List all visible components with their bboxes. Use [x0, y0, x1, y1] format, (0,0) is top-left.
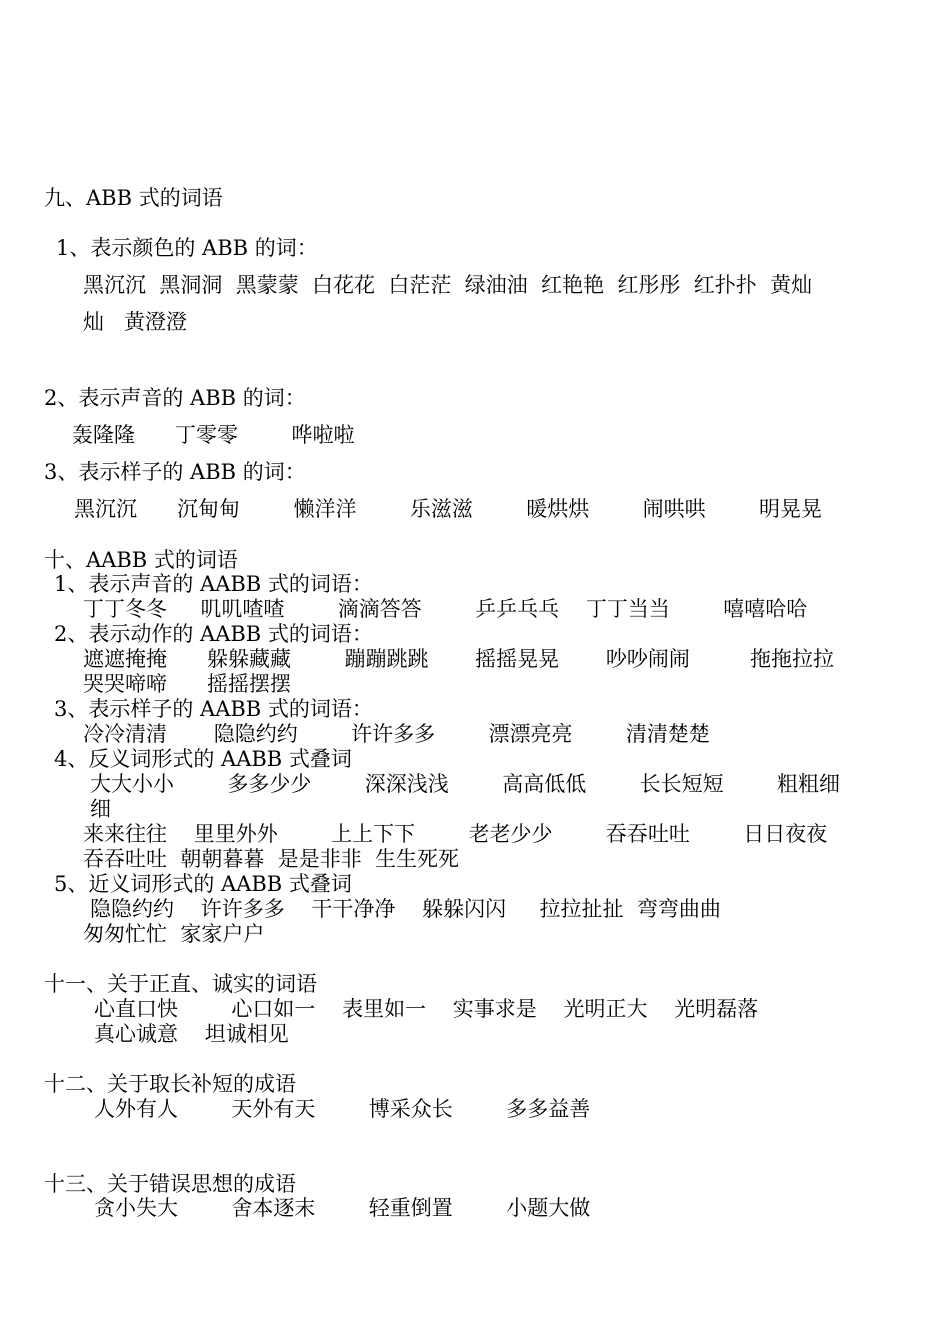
- word-list: 哭哭啼啼 摇摇摆摆: [83, 672, 292, 696]
- section-heading: 十一、关于正直、诚实的词语: [44, 972, 317, 996]
- word-list: 丁丁冬冬 叽叽喳喳 滴滴答答 乒乒乓乓 丁丁当当 嘻嘻哈哈: [83, 597, 808, 621]
- subsection-heading: 3、表示样子的 AABB 式的词语：: [54, 697, 373, 721]
- word-list: 隐隐约约 许许多多 干干净净 躲躲闪闪 拉拉扯扯 弯弯曲曲: [90, 897, 721, 921]
- word-list: 遮遮掩掩 躲躲藏藏 蹦蹦跳跳 摇摇晃晃 吵吵闹闹 拖拖拉拉: [83, 647, 834, 671]
- word-list: 人外有人 天外有天 博采众长 多多益善: [94, 1097, 591, 1121]
- word-list: 吞吞吐吐 朝朝暮暮 是是非非 生生死死: [83, 847, 460, 871]
- subsection-heading: 2、表示声音的 ABB 的词：: [44, 386, 306, 410]
- word-list: 黑沉沉 黑洞洞 黑蒙蒙 白花花 白茫茫 绿油油 红艳艳 红彤彤 红扑扑 黄灿: [83, 273, 813, 297]
- word-list: 心直口快 心口如一 表里如一 实事求是 光明正大 光明磊落: [94, 997, 759, 1021]
- section-heading: 九、ABB 式的词语: [44, 186, 223, 210]
- section-heading: 十三、关于错误思想的成语: [44, 1172, 296, 1196]
- word-list: 黑沉沉 沉甸甸 懒洋洋 乐滋滋 暖烘烘 闹哄哄 明晃晃: [74, 497, 823, 521]
- word-list: 大大小小 多多少少 深深浅浅 高高低低 长长短短 粗粗细: [90, 772, 841, 796]
- subsection-heading: 1、表示颜色的 ABB 的词：: [56, 236, 318, 260]
- word-list: 轰隆隆 丁零零 哗啦啦: [72, 423, 355, 447]
- subsection-heading: 1、表示声音的 AABB 式的词语：: [54, 572, 373, 596]
- subsection-heading: 5、近义词形式的 AABB 式叠词: [54, 872, 352, 896]
- word-list: 匆匆忙忙 家家户户: [83, 922, 265, 946]
- word-list: 灿 黄澄澄: [83, 310, 188, 334]
- word-list: 真心诚意 坦诚相见: [94, 1022, 289, 1046]
- subsection-heading: 3、表示样子的 ABB 的词：: [44, 460, 306, 484]
- word-list: 冷冷清清 隐隐约约 许许多多 漂漂亮亮 清清楚楚: [83, 722, 710, 746]
- section-heading: 十、AABB 式的词语: [44, 548, 238, 572]
- word-list: 贪小失大 舍本逐末 轻重倒置 小题大做: [94, 1196, 591, 1220]
- section-heading: 十二、关于取长补短的成语: [44, 1072, 296, 1096]
- subsection-heading: 4、反义词形式的 AABB 式叠词: [54, 747, 352, 771]
- word-list: 来来往往 里里外外 上上下下 老老少少 吞吞吐吐 日日夜夜: [83, 822, 828, 846]
- subsection-heading: 2、表示动作的 AABB 式的词语：: [54, 622, 373, 646]
- word-list: 细: [90, 797, 111, 821]
